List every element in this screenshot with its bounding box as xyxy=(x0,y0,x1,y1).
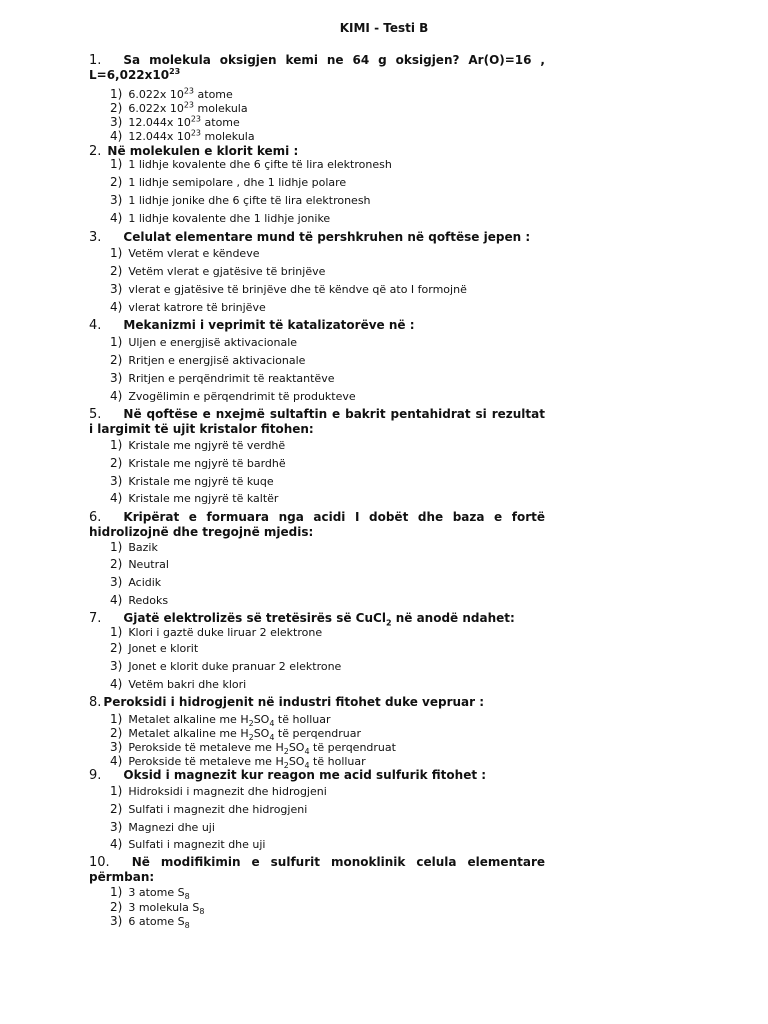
q5-option-4[interactable]: 4) Kristale me ngjyrë të kaltër xyxy=(110,491,279,505)
q1-option-1[interactable]: 1) 6.022x $10^{23}$ atome xyxy=(110,86,233,101)
question-9: 9. Oksid i magnezit kur reagon me acid sulfurik fitohet : xyxy=(89,768,487,783)
q4-option-3[interactable]: 3) Rritjen e perqëndrimit të reaktantëve xyxy=(110,371,335,385)
q2-option-3[interactable]: 3) 1 lidhje jonike dhe 6 çifte të lira elektronesh xyxy=(110,193,371,207)
q2-option-2[interactable]: 2) 1 lidhje semipolare , dhe 1 lidhje polare xyxy=(110,175,347,189)
question-1: 1. Sa molekula oksigjen kemi ne 64 g oksigjen? Ar(O)=16 , $L=6,022x10^{23}$ xyxy=(89,53,545,82)
q6-option-4[interactable]: 4) Redoks xyxy=(110,593,169,607)
q4-option-4[interactable]: 4) Zvogëlimin e përqendrimit të produkteve xyxy=(110,389,356,403)
q10-option-3[interactable]: 3) 6 atome $S_8$ xyxy=(110,914,190,931)
q8-option-1[interactable]: 1) Metalet alkaline me $H_2SO_4$ të holluar xyxy=(110,712,331,729)
question-10: 10. Në modifikimin e sulfurit monoklinik celula elementare përmban: xyxy=(89,855,545,884)
q4-option-2[interactable]: 2) Rritjen e energjisë aktivacionale xyxy=(110,353,306,367)
q8-option-3[interactable]: 3) Perokside të metaleve me $H_2SO_4$ të perqendruat xyxy=(110,740,396,757)
q2-option-1[interactable]: 1) 1 lidhje kovalente dhe 6 çifte të lira elektronesh xyxy=(110,157,392,171)
question-2: 2. Në molekulen e klorit kemi : xyxy=(89,144,299,159)
q10-option-2[interactable]: 2) 3 molekula $S_8$ xyxy=(110,900,205,917)
question-4: 4. Mekanizmi i veprimit të katalizatorëve në : xyxy=(89,318,415,333)
q5-option-3[interactable]: 3) Kristale me ngjyrë të kuqe xyxy=(110,474,274,488)
q8-option-2[interactable]: 2) Metalet alkaline me $H_2SO_4$ të perqendruar xyxy=(110,726,362,743)
q9-option-2[interactable]: 2) Sulfati i magnezit dhe hidrogjeni xyxy=(110,802,308,816)
q1-option-3[interactable]: 3) 12.044x $10^{23}$ atome xyxy=(110,114,240,129)
q7-option-2[interactable]: 2) Jonet e klorit xyxy=(110,641,199,655)
q7-option-3[interactable]: 3) Jonet e klorit duke pranuar 2 elektrone xyxy=(110,659,342,673)
q1-option-4[interactable]: 4) 12.044x $10^{23}$ molekula xyxy=(110,128,255,143)
q9-option-1[interactable]: 1) Hidroksidi i magnezit dhe hidrogjeni xyxy=(110,784,327,798)
q3-option-4[interactable]: 4) vlerat katrore të brinjëve xyxy=(110,300,266,314)
q7-option-4[interactable]: 4) Vetëm bakri dhe klori xyxy=(110,677,247,691)
q5-option-1[interactable]: 1) Kristale me ngjyrë të verdhë xyxy=(110,438,286,452)
q3-option-3[interactable]: 3) vlerat e gjatësive të brinjëve dhe të këndve që ato I formojnë xyxy=(110,282,467,296)
q6-option-3[interactable]: 3) Acidik xyxy=(110,575,162,589)
q10-option-1[interactable]: 1) 3 atome $S_8$ xyxy=(110,885,190,902)
q8-option-4[interactable]: 4) Perokside të metaleve me $H_2SO_4$ të holluar xyxy=(110,754,366,771)
question-3: 3. Celulat elementare mund të pershkruhen në qoftëse jepen : xyxy=(89,230,531,245)
test-title: KIMI - Testi B xyxy=(339,21,429,35)
q7-option-1[interactable]: 1) Klori i gaztë duke liruar 2 elektrone xyxy=(110,625,323,639)
q2-option-4[interactable]: 4) 1 lidhje kovalente dhe 1 lidhje jonike xyxy=(110,211,331,225)
q9-option-3[interactable]: 3) Magnezi dhe uji xyxy=(110,820,215,834)
question-5: 5. Në qoftëse e nxejmë sultaftin e bakrit pentahidrat si rezultat i largimit të ujit kristalor fitohen: xyxy=(89,407,545,436)
q5-option-2[interactable]: 2) Kristale me ngjyrë të bardhë xyxy=(110,456,286,470)
q9-option-4[interactable]: 4) Sulfati i magnezit dhe uji xyxy=(110,837,266,851)
q4-option-1[interactable]: 1) Uljen e energjisë aktivacionale xyxy=(110,335,298,349)
q6-option-2[interactable]: 2) Neutral xyxy=(110,557,169,571)
question-6: 6. Kripërat e formuara nga acidi I dobët dhe baza e fortë hidrolizojnë dhe tregojnë mjedis: xyxy=(89,510,545,539)
q6-option-1[interactable]: 1) Bazik xyxy=(110,540,158,554)
q1-option-2[interactable]: 2) 6.022x $10^{23}$ molekula xyxy=(110,100,248,115)
question-7: 7. Gjatë elektrolizës së tretësirës së CuCl$_2$ në anodë ndahet: xyxy=(89,611,515,628)
q3-option-2[interactable]: 2) Vetëm vlerat e gjatësive të brinjëve xyxy=(110,264,326,278)
q3-option-1[interactable]: 1) Vetëm vlerat e këndeve xyxy=(110,246,260,260)
question-8: 8. Peroksidi i hidrogjenit në industri fitohet duke vepruar : xyxy=(89,695,485,710)
